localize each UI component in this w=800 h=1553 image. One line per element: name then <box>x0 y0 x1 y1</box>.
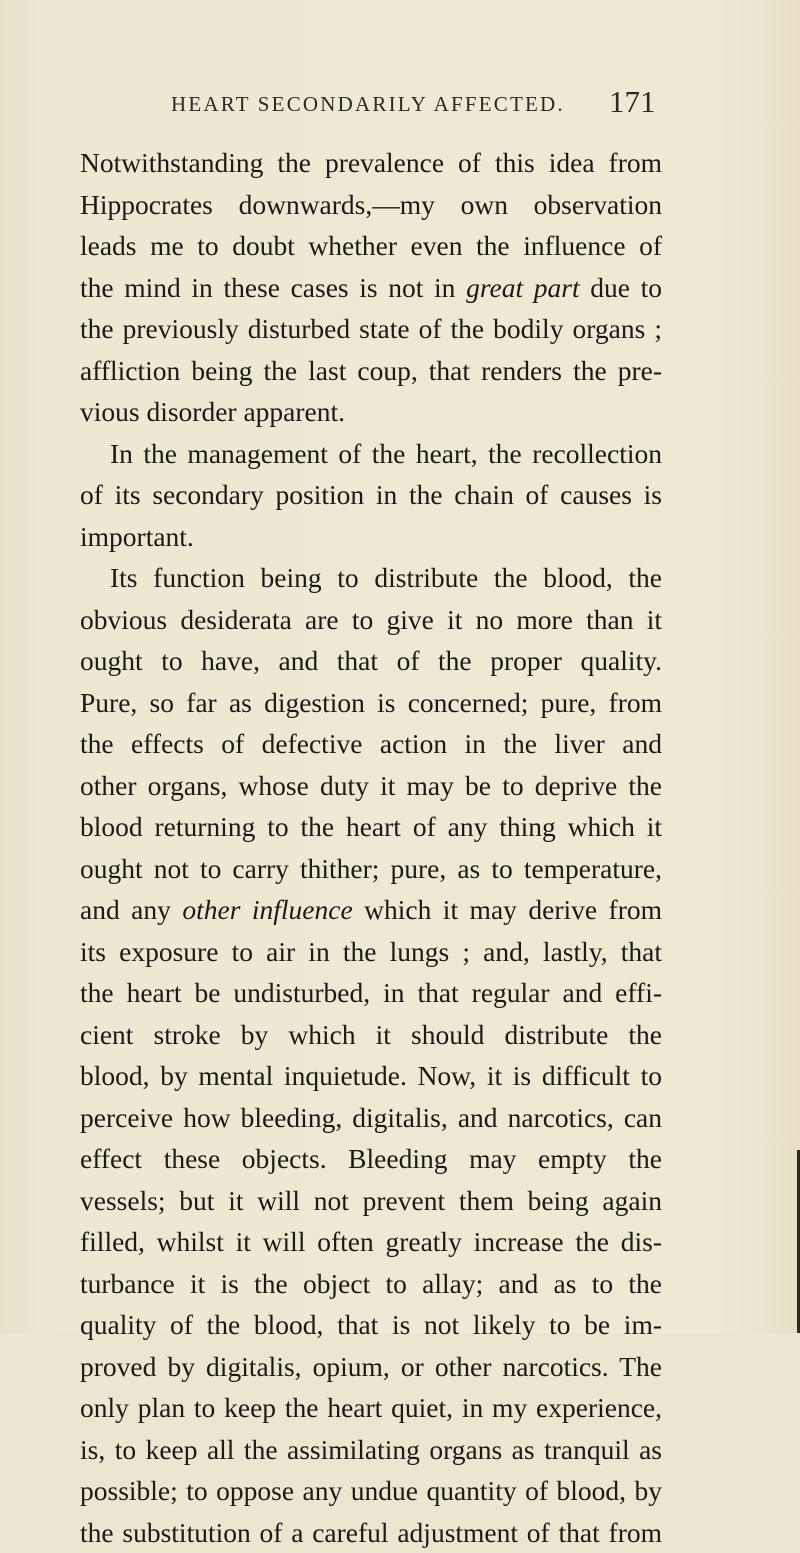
text-line: possible; to oppose any undue quantity of blood, by <box>80 1470 662 1512</box>
page-number: 171 <box>609 84 656 120</box>
text-line: important. <box>80 516 662 558</box>
text-line: ought not to carry thither; pure, as to temperature, <box>80 848 662 890</box>
text-line: effect these objects. Bleeding may empty the <box>80 1138 662 1180</box>
text-line: perceive how bleeding, digitalis, and narcotics, can <box>80 1097 662 1139</box>
text-line: vious disorder apparent. <box>80 391 662 433</box>
text-line: Pure, so far as digestion is concerned; pure, from <box>80 682 662 724</box>
text-line: proved by digitalis, opium, or other narcotics. The <box>80 1346 662 1388</box>
text-line: the heart be undisturbed, in that regular and effi- <box>80 972 662 1014</box>
text-line: blood, by mental inquietude. Now, it is difficult to <box>80 1055 662 1097</box>
text-line: cient stroke by which it should distribute the <box>80 1014 662 1056</box>
text-line: vessels; but it will not prevent them being again <box>80 1180 662 1222</box>
page-header <box>0 84 800 124</box>
text-line: obvious desiderata are to give it no more than it <box>80 599 662 641</box>
text-line: blood returning to the heart of any thing which it <box>80 806 662 848</box>
text-line: the substitution of a careful adjustment of that from <box>80 1512 662 1553</box>
text-line: its exposure to air in the lungs ; and, lastly, that <box>80 931 662 973</box>
text-line: the effects of defective action in the liver and <box>80 723 662 765</box>
text-line: other organs, whose duty it may be to deprive the <box>80 765 662 807</box>
text-line: quality of the blood, that is not likely to be im- <box>80 1304 662 1346</box>
text-line: Notwithstanding the prevalence of this idea from <box>80 142 662 184</box>
text-line: filled, whilst it will often greatly increase the dis- <box>80 1221 662 1263</box>
text-line: Hippocrates downwards,—my own observation <box>80 184 662 226</box>
text-line: leads me to doubt whether even the influence of <box>80 225 662 267</box>
text-line: is, to keep all the assimilating organs as tranquil as <box>80 1429 662 1471</box>
text-line: affliction being the last coup, that renders the pre- <box>80 350 662 392</box>
text-line: the mind in these cases is not in great part due to <box>80 267 662 309</box>
text-line: Its function being to distribute the blood, the <box>80 557 662 599</box>
emphasis-great-part: great part <box>466 272 580 303</box>
text-line: the previously disturbed state of the bodily organs ; <box>80 308 662 350</box>
text-line: of its secondary position in the chain of causes is <box>80 474 662 516</box>
emphasis-other-influence: other influence <box>182 894 352 925</box>
text-line: turbance it is the object to allay; and as to the <box>80 1263 662 1305</box>
text-line: In the management of the heart, the recollection <box>80 433 662 475</box>
text-line: only plan to keep the heart quiet, in my experience, <box>80 1387 662 1429</box>
text-line: and any other influence which it may derive from <box>80 889 662 931</box>
body-text <box>80 142 662 1553</box>
text-line: ought to have, and that of the proper quality. <box>80 640 662 682</box>
running-head: HEART SECONDARILY AFFECTED. <box>171 92 565 117</box>
